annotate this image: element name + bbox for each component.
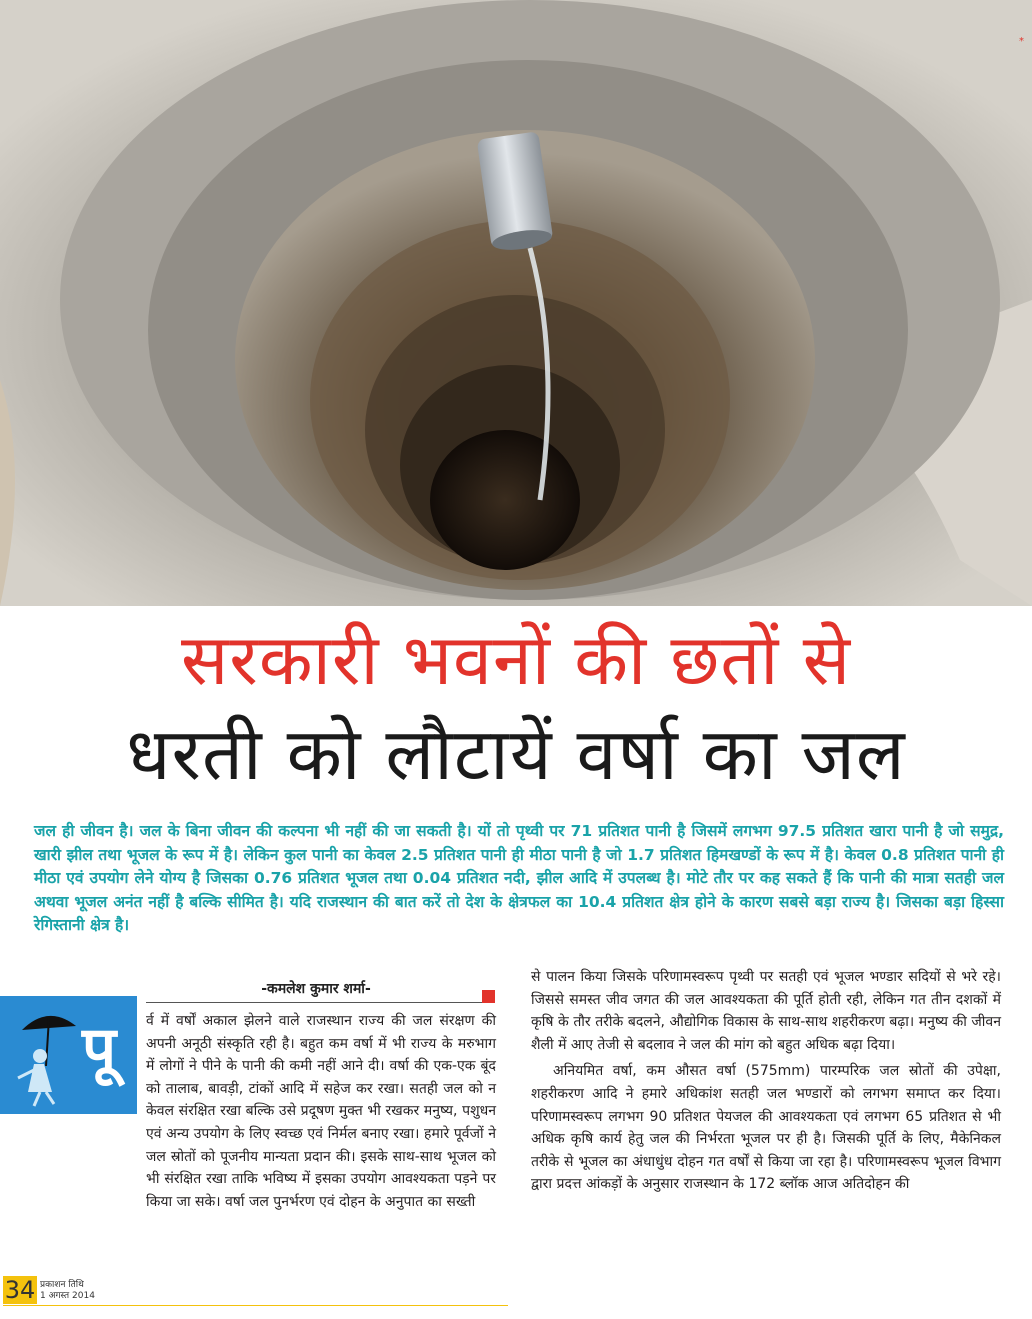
footer-publication (40, 1280, 95, 1302)
publication-label: प्रकाशन तिथि (40, 1280, 84, 1290)
headline-line-2: धरती को लौटायें वर्षा का जल (126, 712, 906, 796)
intro-paragraph: जल ही जीवन है। जल के बिना जीवन की कल्पना भी नहीं की जा सकती है। यों तो पृथ्वी पर 71 प्रतिशत पानी है जिसमें लगभग 97.5 प्रतिशत खारा पानी है जो समुद्र, खारी झील तथा भूजल के रूप में है। लेकिन कुल पानी का केवल 2.5 प्रतिशत पानी ही मीठा पानी है जो 1.7 प्रतिशत हिमखण्डों के रूप में है। केवल 0.8 प्रतिशत पानी ही मीठा एवं उपयोग लेने योग्य है जिसका 0.76 प्रतिशत भूजल तथा 0.04 प्रतिशत नदी, झील आदि में उपलब्ध है। मोटे तौर पर कह सकते हैं कि पानी की मात्रा सतही जल अथवा भूजल अनंत नहीं है बल्कि सीमित है। यदि राजस्थान की बात करें तो देश के क्षेत्रफल का 10.4 प्रतिशत क्षेत्र होने के कारण सबसे बड़ा राज्य है। जिसका बड़ा हिस्सा रेगिस्तानी क्षेत्र है। (34, 822, 1004, 935)
umbrella-girl-icon (4, 996, 84, 1114)
red-square-marker (482, 990, 495, 1003)
right-column-para-1: से पालन किया जिसके परिणामस्वरूप पृथ्वी पर सतही एवं भूजल भण्डार सदियों से भरे रहे। जिससे समस्त जीव जगत की जल आवश्यकता की पूर्ति होती रही, लेकिन गत तीन दशकों में कृषि के तौर तरीके बदलने, औद्योगिक विकास के साथ-साथ शहरीकरण बढ़ा। मनुष्य की जीवन शैली में आए तेजी से बदलाव ने जल की मांग को बहुत अधिक बढ़ा दिया। (531, 969, 1001, 1053)
byline-rule (146, 1002, 486, 1003)
footer-rule (3, 1305, 508, 1306)
author-byline: -कमलेश कुमार शर्मा- (261, 981, 371, 997)
dropcap-letter: पू (82, 1014, 117, 1084)
publication-date: 1 अगस्त 2014 (40, 1291, 95, 1301)
corner-mark: * (1019, 36, 1024, 47)
right-column-para-2: अनियमित वर्षा, कम औसत वर्षा (575mm) पारम्परिक जल स्रोतों की उपेक्षा, शहरीकरण आदि ने हमारे अधिकांश सतही जल भण्डारों को लगभग समाप्त कर दिया। परिणामस्वरूप लगभग 90 प्रतिशत पेयजल की आवश्यकता एवं लगभग 65 प्रतिशत से भी अधिक कृषि कार्य हेतु जल की निर्भरता भूजल पर ही है। जिसकी पूर्ति के लिए, मैकेनिकल तरीके से भूजल का अंधाधुंध दोहन गत वर्षों से किया जा रहा है। परिणामस्वरूप भूजल विभाग द्वारा प्रदत्त आंकड़ों के अनुसार राजस्थान के 172 ब्लॉक आज अतिदोहन की (531, 1063, 1001, 1193)
dropcap-box (0, 996, 137, 1114)
byline-box (146, 976, 496, 1006)
left-column-text: र्व में वर्षों अकाल झेलने वाले राजस्थान राज्य की जल संरक्षण की अपनी अनूठी संस्कृति रही है। बहुत कम वर्षा में भी राज्य के मरुभाग में लोगों ने पीने के पानी की कमी नहीं आने दी। वर्षा की एक-एक बूंद को तालाब, बावड़ी, टांकों आदि में सहेज कर रखा। सतही जल को न केवल संरक्षित रखा बल्कि उसे प्रदूषण मुक्त भी रखकर मनुष्य, पशुधन एवं अन्य उपयोग के लिए स्वच्छ एवं निर्मल बनाए रखा। हमारे पूर्वजों ने जल स्रोतों को पूजनीय मान्यता प्रदान की। इसके साथ-साथ भूजल को भी संरक्षित रखा ताकि भविष्य में इसका उपयोग आवश्यकता पड़ने पर किया जा सके। वर्षा जल पुनर्भरण एवं दोहन के अनुपात का सख्ती (146, 1013, 496, 1210)
well-photo (0, 0, 1032, 606)
well-illustration (0, 0, 1032, 606)
headline-line-1: सरकारी भवनों की छतों से (180, 619, 852, 701)
right-column (531, 966, 1001, 1196)
left-column (146, 1010, 496, 1213)
page-number: 34 (4, 1276, 36, 1304)
